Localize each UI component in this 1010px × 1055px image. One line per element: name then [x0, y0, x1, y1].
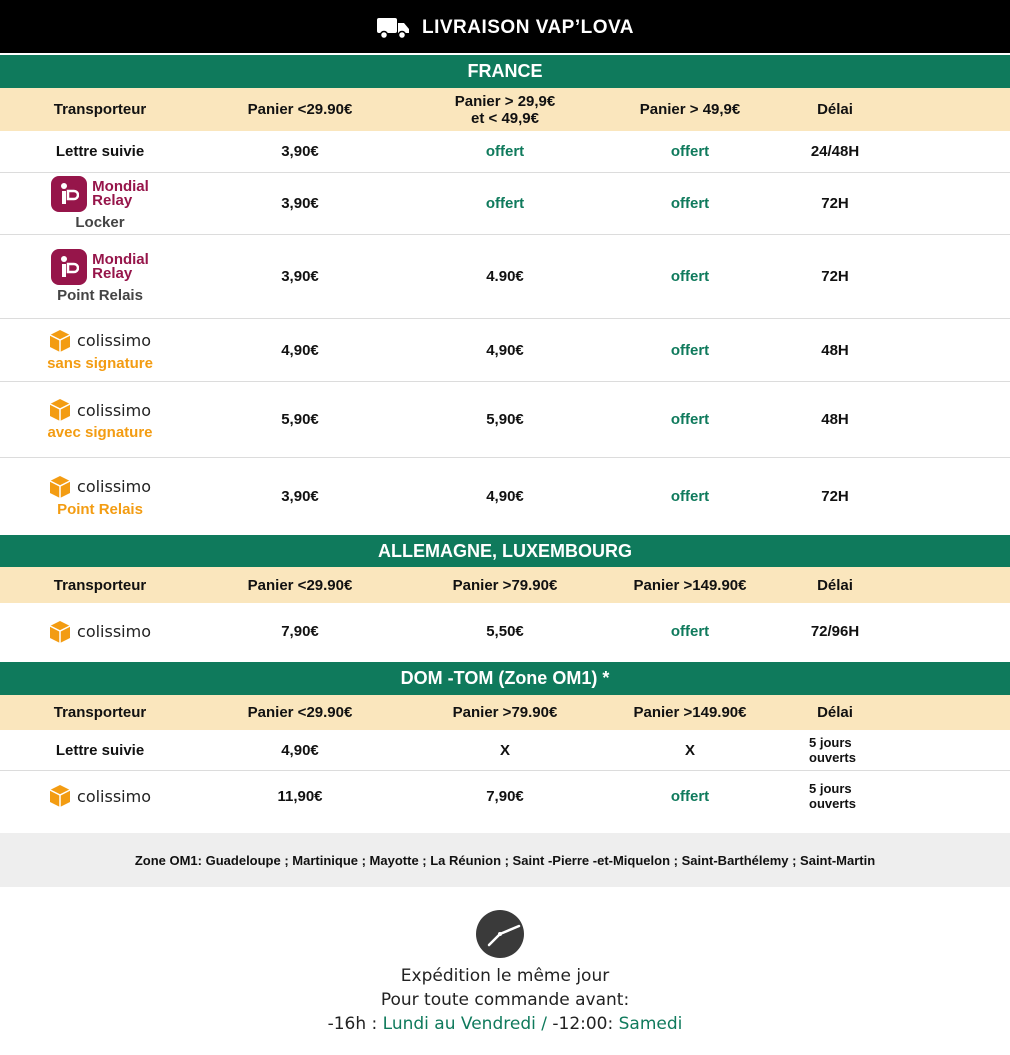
- table-row: [0, 319, 1010, 382]
- header-panier-2: Panier >79.90€: [452, 704, 558, 721]
- price-cell: 3,90€: [281, 195, 319, 212]
- header-panier-2-line2: et < 49,9€: [471, 109, 539, 127]
- mondial-relay-word2: Relay: [92, 192, 133, 209]
- colissimo-box-icon: [49, 329, 71, 353]
- colissimo-wordmark: colissimo: [77, 331, 151, 350]
- price-cell: 4,90€: [486, 487, 524, 505]
- mondial-relay-icon: [51, 249, 87, 285]
- mondial-relay-word2: Relay: [92, 265, 133, 282]
- price-cell: offert: [670, 623, 710, 640]
- section-title-label: FRANCE: [467, 61, 543, 81]
- truck-icon: [376, 16, 410, 40]
- header-panier-1: Panier <29.90€: [247, 704, 353, 721]
- colissimo-wordmark: colissimo: [77, 622, 151, 641]
- header-delai: Délai: [817, 101, 853, 118]
- colissimo-box-icon: [49, 475, 71, 499]
- price-cell: offert: [670, 143, 710, 160]
- delay-line1: 5 jours: [809, 781, 852, 796]
- header-delai: Délai: [817, 576, 853, 594]
- table-header-france: [0, 88, 1010, 131]
- mondial-relay-icon: [51, 176, 87, 212]
- price-cell: 3,90€: [281, 143, 319, 160]
- header-panier-3: Panier > 49,9€: [639, 101, 741, 118]
- delay-cell: 48H: [821, 341, 849, 359]
- carrier-subtitle: Point Relais: [57, 287, 143, 304]
- delay-cell: 72H: [821, 268, 849, 285]
- price-cell: 7,90€: [486, 787, 524, 805]
- carrier-subtitle: Point Relais: [57, 500, 143, 518]
- header-panier-2-line1: Panier > 29,9€: [454, 92, 556, 110]
- header-delai: Délai: [817, 704, 853, 721]
- carrier-cell: [0, 603, 200, 660]
- delay-line2: ouverts: [809, 750, 856, 765]
- price-cell: offert: [485, 195, 525, 212]
- mondial-relay-logo: [51, 176, 149, 212]
- carrier-subtitle: avec signature: [47, 424, 153, 441]
- section-title-france: [0, 53, 1010, 88]
- table-row: [0, 235, 1010, 319]
- table-row: [0, 458, 1010, 534]
- delay-cell: [775, 771, 895, 821]
- price-cell: offert: [670, 341, 710, 359]
- delay-cell: 72H: [821, 487, 849, 505]
- header-panier-2: Panier >79.90€: [452, 576, 558, 594]
- footer-time-saturday: -12:00:: [552, 1014, 619, 1034]
- clock-icon: [475, 909, 525, 959]
- price-cell: 5,90€: [486, 411, 524, 428]
- colissimo-wordmark: colissimo: [77, 400, 151, 420]
- mondial-relay-word1: Mondial: [92, 178, 149, 195]
- price-cell: 3,90€: [281, 268, 319, 285]
- price-cell: offert: [670, 487, 710, 505]
- price-cell: offert: [670, 268, 710, 285]
- header-transporteur: Transporteur: [53, 704, 147, 721]
- section-title-domtom: [0, 660, 1010, 695]
- price-cell: offert: [670, 195, 710, 212]
- price-cell: 11,90€: [277, 787, 323, 805]
- price-cell: 4,90€: [486, 341, 524, 359]
- carrier-cell: [0, 319, 200, 381]
- section-title-label: ALLEMAGNE, LUXEMBOURG: [378, 540, 632, 561]
- table-row: [0, 173, 1010, 235]
- footer-days-weekday: Lundi au Vendredi /: [382, 1014, 553, 1034]
- carrier-name: Lettre suivie: [55, 741, 145, 759]
- header-panier-3: Panier >149.90€: [633, 704, 747, 721]
- table-row: [0, 131, 1010, 173]
- colissimo-logo: [49, 620, 151, 644]
- footer-line1: Expédition le même jour: [400, 966, 610, 986]
- price-cell: 4,90€: [281, 341, 319, 359]
- section-title-label: DOM -TOM (Zone OM1) *: [400, 668, 610, 688]
- colissimo-logo: [49, 329, 151, 353]
- delay-cell: 72H: [821, 195, 849, 212]
- page-header: [0, 0, 1010, 55]
- colissimo-logo: [49, 784, 151, 808]
- delay-line1: 5 jours: [809, 735, 852, 750]
- table-row: [0, 771, 1010, 821]
- table-row: [0, 603, 1010, 660]
- colissimo-box-icon: [49, 784, 71, 808]
- colissimo-box-icon: [49, 398, 71, 422]
- footer-days-saturday: Samedi: [618, 1014, 683, 1034]
- mondial-relay-word1: Mondial: [92, 251, 149, 268]
- delay-cell: 72/96H: [810, 623, 860, 640]
- header-panier-1: Panier <29.90€: [247, 576, 353, 594]
- carrier-cell: [0, 771, 200, 821]
- table-row: [0, 730, 1010, 771]
- price-cell: X: [684, 741, 695, 759]
- delay-cell: 48H: [821, 411, 849, 428]
- price-cell: 5,50€: [486, 623, 524, 640]
- carrier-cell: [0, 382, 200, 457]
- page-title: LIVRAISON VAP’LOVA: [421, 16, 635, 38]
- footer-line2: Pour toute commande avant:: [380, 990, 630, 1010]
- carrier-name: Lettre suivie: [55, 143, 145, 160]
- table-row: [0, 382, 1010, 458]
- header-panier-1: Panier <29.90€: [247, 101, 353, 118]
- table-header-domtom: [0, 695, 1010, 730]
- price-cell: X: [499, 741, 510, 759]
- price-cell: 4,90€: [281, 741, 319, 759]
- delay-cell: 24/48H: [810, 143, 860, 160]
- header-panier-2: [405, 88, 605, 131]
- colissimo-box-icon: [49, 620, 71, 644]
- price-cell: 7,90€: [281, 623, 319, 640]
- delay-line2: ouverts: [809, 796, 856, 811]
- price-cell: offert: [670, 411, 710, 428]
- section-title-allemagne: [0, 533, 1010, 567]
- price-cell: 4.90€: [486, 268, 524, 285]
- colissimo-logo: [49, 398, 151, 422]
- footer-time-weekday: -16h :: [327, 1014, 383, 1034]
- price-cell: offert: [485, 143, 525, 160]
- header-transporteur: Transporteur: [53, 576, 147, 594]
- carrier-cell: [0, 173, 200, 234]
- colissimo-wordmark: colissimo: [77, 786, 151, 806]
- price-cell: 5,90€: [281, 411, 319, 428]
- price-cell: offert: [670, 787, 710, 805]
- carrier-cell: [0, 458, 200, 534]
- header-transporteur: Transporteur: [53, 101, 147, 118]
- table-header-allemagne: [0, 567, 1010, 603]
- footer-line3: [0, 1014, 1010, 1034]
- delay-cell: [775, 730, 895, 770]
- carrier-subtitle: Locker: [75, 214, 125, 231]
- zone-label: Zone OM1:: [134, 852, 202, 868]
- colissimo-wordmark: colissimo: [77, 477, 151, 496]
- zone-om1-note: [0, 833, 1010, 887]
- price-cell: 3,90€: [281, 487, 319, 505]
- carrier-cell: [0, 235, 200, 318]
- colissimo-logo: [49, 475, 151, 499]
- header-panier-3: Panier >149.90€: [633, 576, 747, 594]
- carrier-subtitle: sans signature: [47, 354, 153, 372]
- zone-text: Guadeloupe ; Martinique ; Mayotte ; La Réunion ; Saint -Pierre -et-Miquelon ; Saint-Barthélemy ; Saint-Martin: [202, 852, 876, 868]
- mondial-relay-logo: [51, 249, 149, 285]
